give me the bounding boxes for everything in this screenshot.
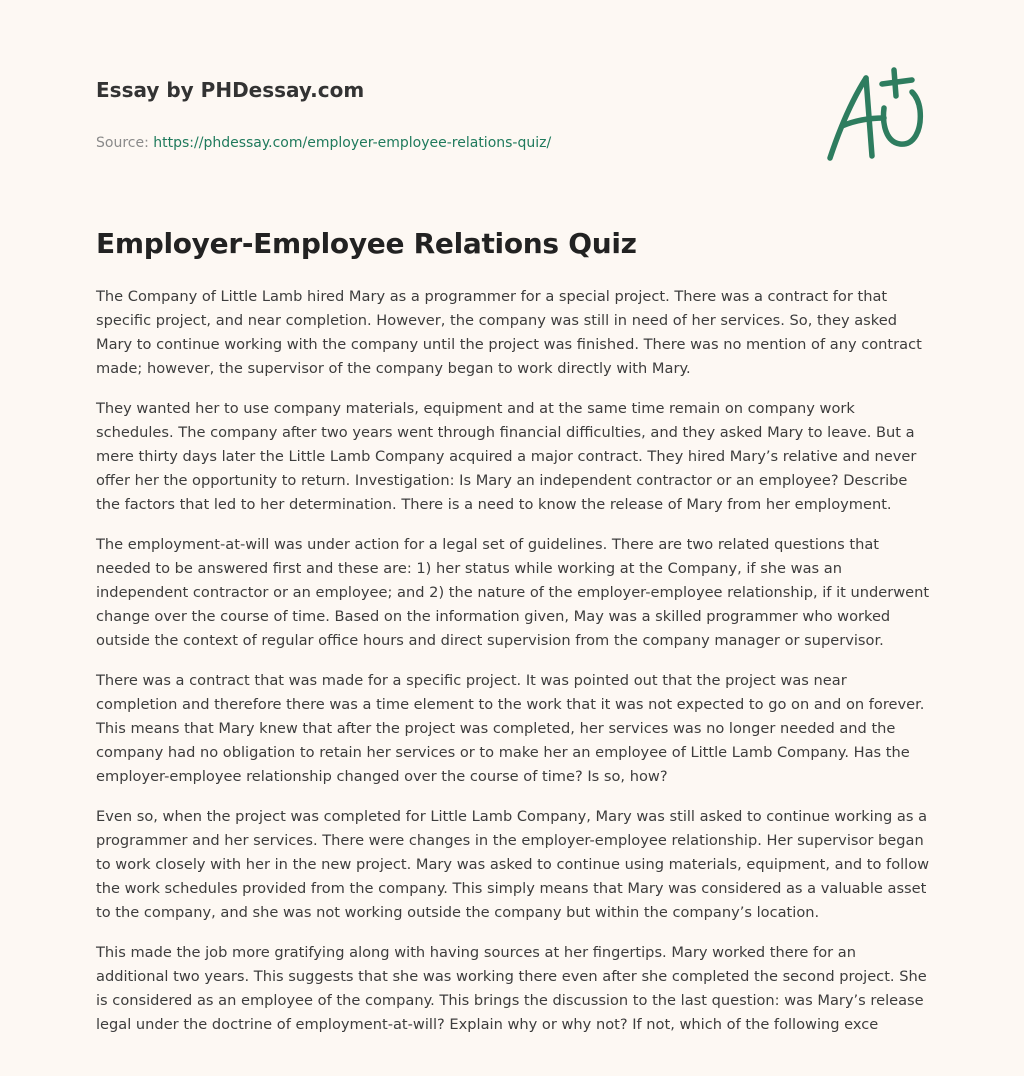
essay-header: [96, 76, 796, 152]
essay-paragraph: The Company of Little Lamb hired Mary as a programmer for a special project. There was a contract for that specific project, and near completion. However, the company was still in need of her services. So, they asked Mary to continue working with the company until the project was finished. There was no mention of any contract made; however, the supervisor of the company began to work directly with Mary.: [96, 288, 922, 377]
essay-paragraph: The employment-at-will was under action for a legal set of guidelines. There are two related questions that needed to be answered first and these are: 1) her status while working at the Company, if she was an independent contractor or an employee; and 2) the nature of the employer-employee relationship, if it underwent change over the course of time. Based on the information given, May was a skilled programmer who worked outside the context of regular office hours and direct supervision from the company manager or supervisor.: [96, 536, 930, 649]
essay-paragraph: Even so, when the project was completed for Little Lamb Company, Mary was still asked to continue working as a programmer and her services. There were changes in the employer-employee relationship. Her supervisor began to work closely with her in the new project. Mary was asked to continue using materials, equipment, and to follow the work schedules provided from the company. This simply means that Mary was considered as a valuable asset to the company, and she was not working outside the company but within the company’s location.: [96, 808, 930, 921]
site-brand: Essay by PHDessay.com: [96, 78, 365, 102]
source-link[interactable]: https://phdessay.com/employer-employee-relations-quiz/: [153, 135, 552, 151]
source-label: Source:: [96, 135, 154, 151]
a-plus-logo-icon: [822, 66, 930, 166]
essay-paragraph: There was a contract that was made for a specific project. It was pointed out that the project was near completion and therefore there was a time element to the work that it was not expected to go on and on forever. This means that Mary knew that after the project was completed, her services was no longer needed and the company had no obligation to retain her services or to make her an employee of Little Lamb Company. Has the employer-employee relationship changed over the course of time? Is so, how?: [96, 672, 925, 785]
essay-title: Employer-Employee Relations Quiz: [96, 227, 637, 260]
essay-paragraph: They wanted her to use company materials, equipment and at the same time remain on company work schedules. The company after two years went through financial difficulties, and they asked Mary to leave. But a mere thirty days later the Little Lamb Company acquired a major contract. They hired Mary’s relative and never offer her the opportunity to return. Investigation: Is Mary an independent contractor or an employee? Describe the factors that led to her determination. There is a need to know the release of Mary from her employment.: [96, 400, 917, 513]
essay-body: [96, 285, 932, 1053]
source-line: [96, 134, 796, 152]
essay-paragraph: This made the job more gratifying along with having sources at her fingertips. Mary worked there for an additional two years. This suggests that she was working there even after she completed the second project. She is considered as an employee of the company. This brings the discussion to the last question: was Mary’s release legal under the doctrine of employment-at-will? Explain why or why not? If not, which of the following exce: [96, 944, 927, 1033]
